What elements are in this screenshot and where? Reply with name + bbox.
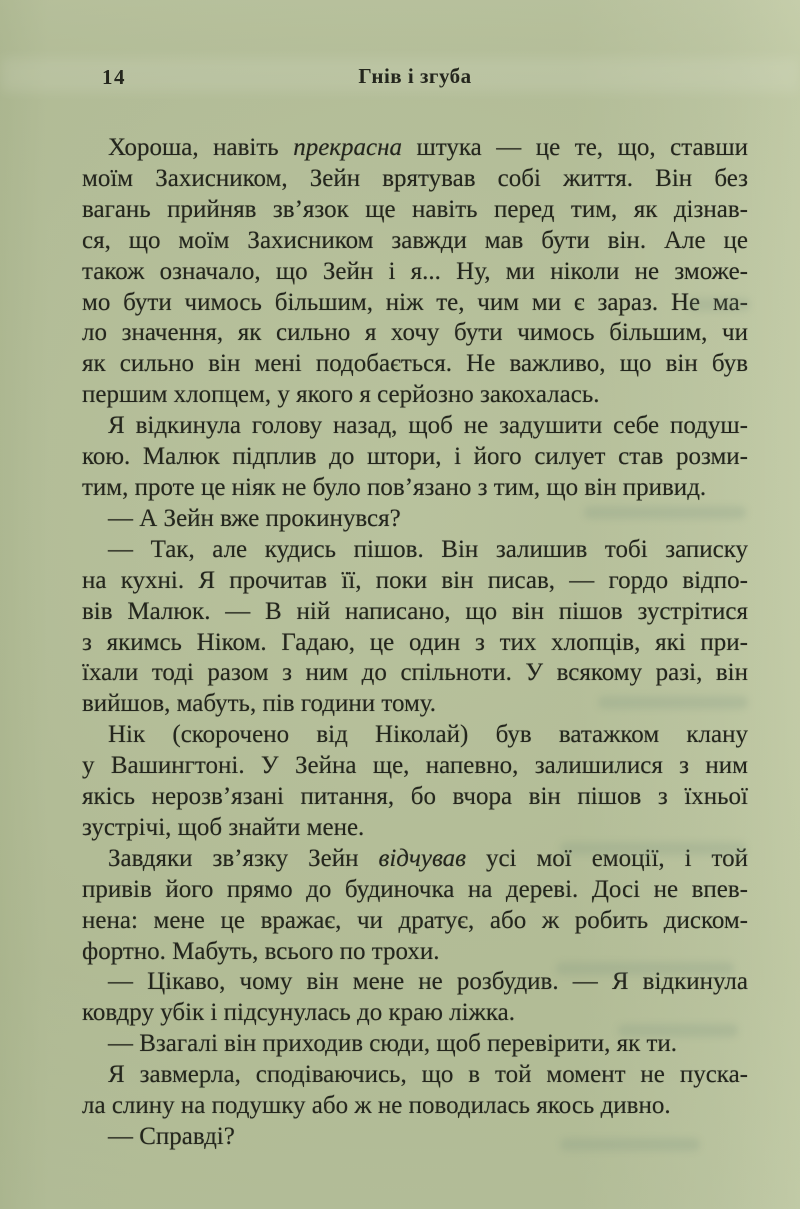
text-line: тим, проте це ніяк не було пов’язано з тим, що він привид. bbox=[82, 473, 707, 501]
running-title: Гнів і згуба bbox=[358, 64, 472, 88]
text-line: першим хлопцем, у якого я серйозно закохалась. bbox=[82, 381, 600, 409]
text-line: Нік (скорочено від Ніколай) був ватажком клану bbox=[108, 721, 748, 749]
paragraph bbox=[82, 1029, 748, 1060]
text-line: Хороша, навіть прекрасна штука — це те, що, ставши bbox=[108, 134, 748, 161]
text-line: вийшов, мабуть, пів години тому. bbox=[82, 690, 437, 718]
text-line: фортно. Мабуть, всього по трохи. bbox=[82, 937, 440, 965]
paragraph bbox=[82, 967, 748, 1029]
text-line: на кухні. Я прочитав її, поки він писав, — гордо відпо- bbox=[82, 566, 748, 594]
paragraph bbox=[82, 1122, 748, 1153]
paragraph bbox=[82, 504, 748, 535]
text-line: нена: мене це вражає, чи дратує, або ж робить диском- bbox=[82, 906, 748, 934]
text-line: якісь нерозв’язані питання, бо вчора він пішов з їхньої bbox=[82, 783, 748, 811]
text-line: привів його прямо до будиночка на дереві. Досі не впев- bbox=[82, 875, 748, 903]
text-line: — Цікаво, чому він мене не розбудив. — Я відкинула bbox=[108, 968, 748, 996]
page-number: 14 bbox=[102, 65, 126, 89]
text-line: Я завмерла, сподіваючись, що в той момент не пуска- bbox=[108, 1061, 748, 1089]
paragraph bbox=[82, 844, 748, 968]
text-line: також означало, що Зейн і я... Ну, ми ніколи не зможе- bbox=[82, 257, 748, 285]
paragraph bbox=[82, 535, 748, 720]
paragraph bbox=[82, 411, 748, 504]
text-line: Я відкинула голову назад, щоб не задушити себе подуш- bbox=[108, 412, 748, 440]
text-line: Завдяки зв’язку Зейн відчував усі мої емоції, і той bbox=[108, 844, 748, 872]
text-line: — Взагалі він приходив сюди, щоб перевірити, як ти. bbox=[108, 1030, 678, 1058]
paragraph bbox=[82, 133, 748, 411]
paragraph bbox=[82, 720, 748, 844]
paragraph bbox=[82, 1060, 748, 1122]
text-line: вагань прийняв зв’язок ще навіть перед тим, як дізнав- bbox=[82, 195, 748, 223]
text-line: як сильно він мені подобається. Не важливо, що він був bbox=[82, 350, 748, 378]
text-line: ковдру убік і підсунулась до краю ліжка. bbox=[82, 999, 515, 1027]
page-body bbox=[82, 133, 748, 1153]
text-line: у Вашингтоні. У Зейна ще, напевно, залишилися з ним bbox=[82, 752, 748, 780]
text-line: ло значення, як сильно я хочу бути чимось більшим, чи bbox=[82, 319, 748, 347]
text-line: їхали тоді разом з ним до спільноти. У всякому разі, він bbox=[82, 659, 748, 687]
text-line: — Так, але кудись пішов. Він залишив тобі записку bbox=[108, 535, 748, 563]
text-line: — Справді? bbox=[108, 1123, 235, 1150]
page-header bbox=[82, 63, 748, 93]
text-line: ся, що моїм Захисником завжди мав бути він. Але це bbox=[82, 226, 748, 254]
text-line: моїм Захисником, Зейн врятував собі життя. Він без bbox=[82, 164, 748, 192]
text-line: ла слину на подушку або ж не поводилась якось дивно. bbox=[82, 1092, 671, 1120]
text-line: вів Малюк. — В ній написано, що він пішов зустрітися bbox=[82, 597, 748, 625]
text-line: мо бути чимось більшим, ніж те, чим ми є зараз. Не ма- bbox=[82, 288, 748, 316]
text-line: кою. Малюк підплив до штори, і його силует став розми- bbox=[82, 443, 748, 471]
text-line: — А Зейн вже прокинувся? bbox=[108, 504, 401, 532]
text-line: з якимсь Ніком. Гадаю, це один з тих хлопців, які при- bbox=[82, 628, 748, 656]
text-line: зустрічі, щоб знайти мене. bbox=[82, 813, 365, 841]
